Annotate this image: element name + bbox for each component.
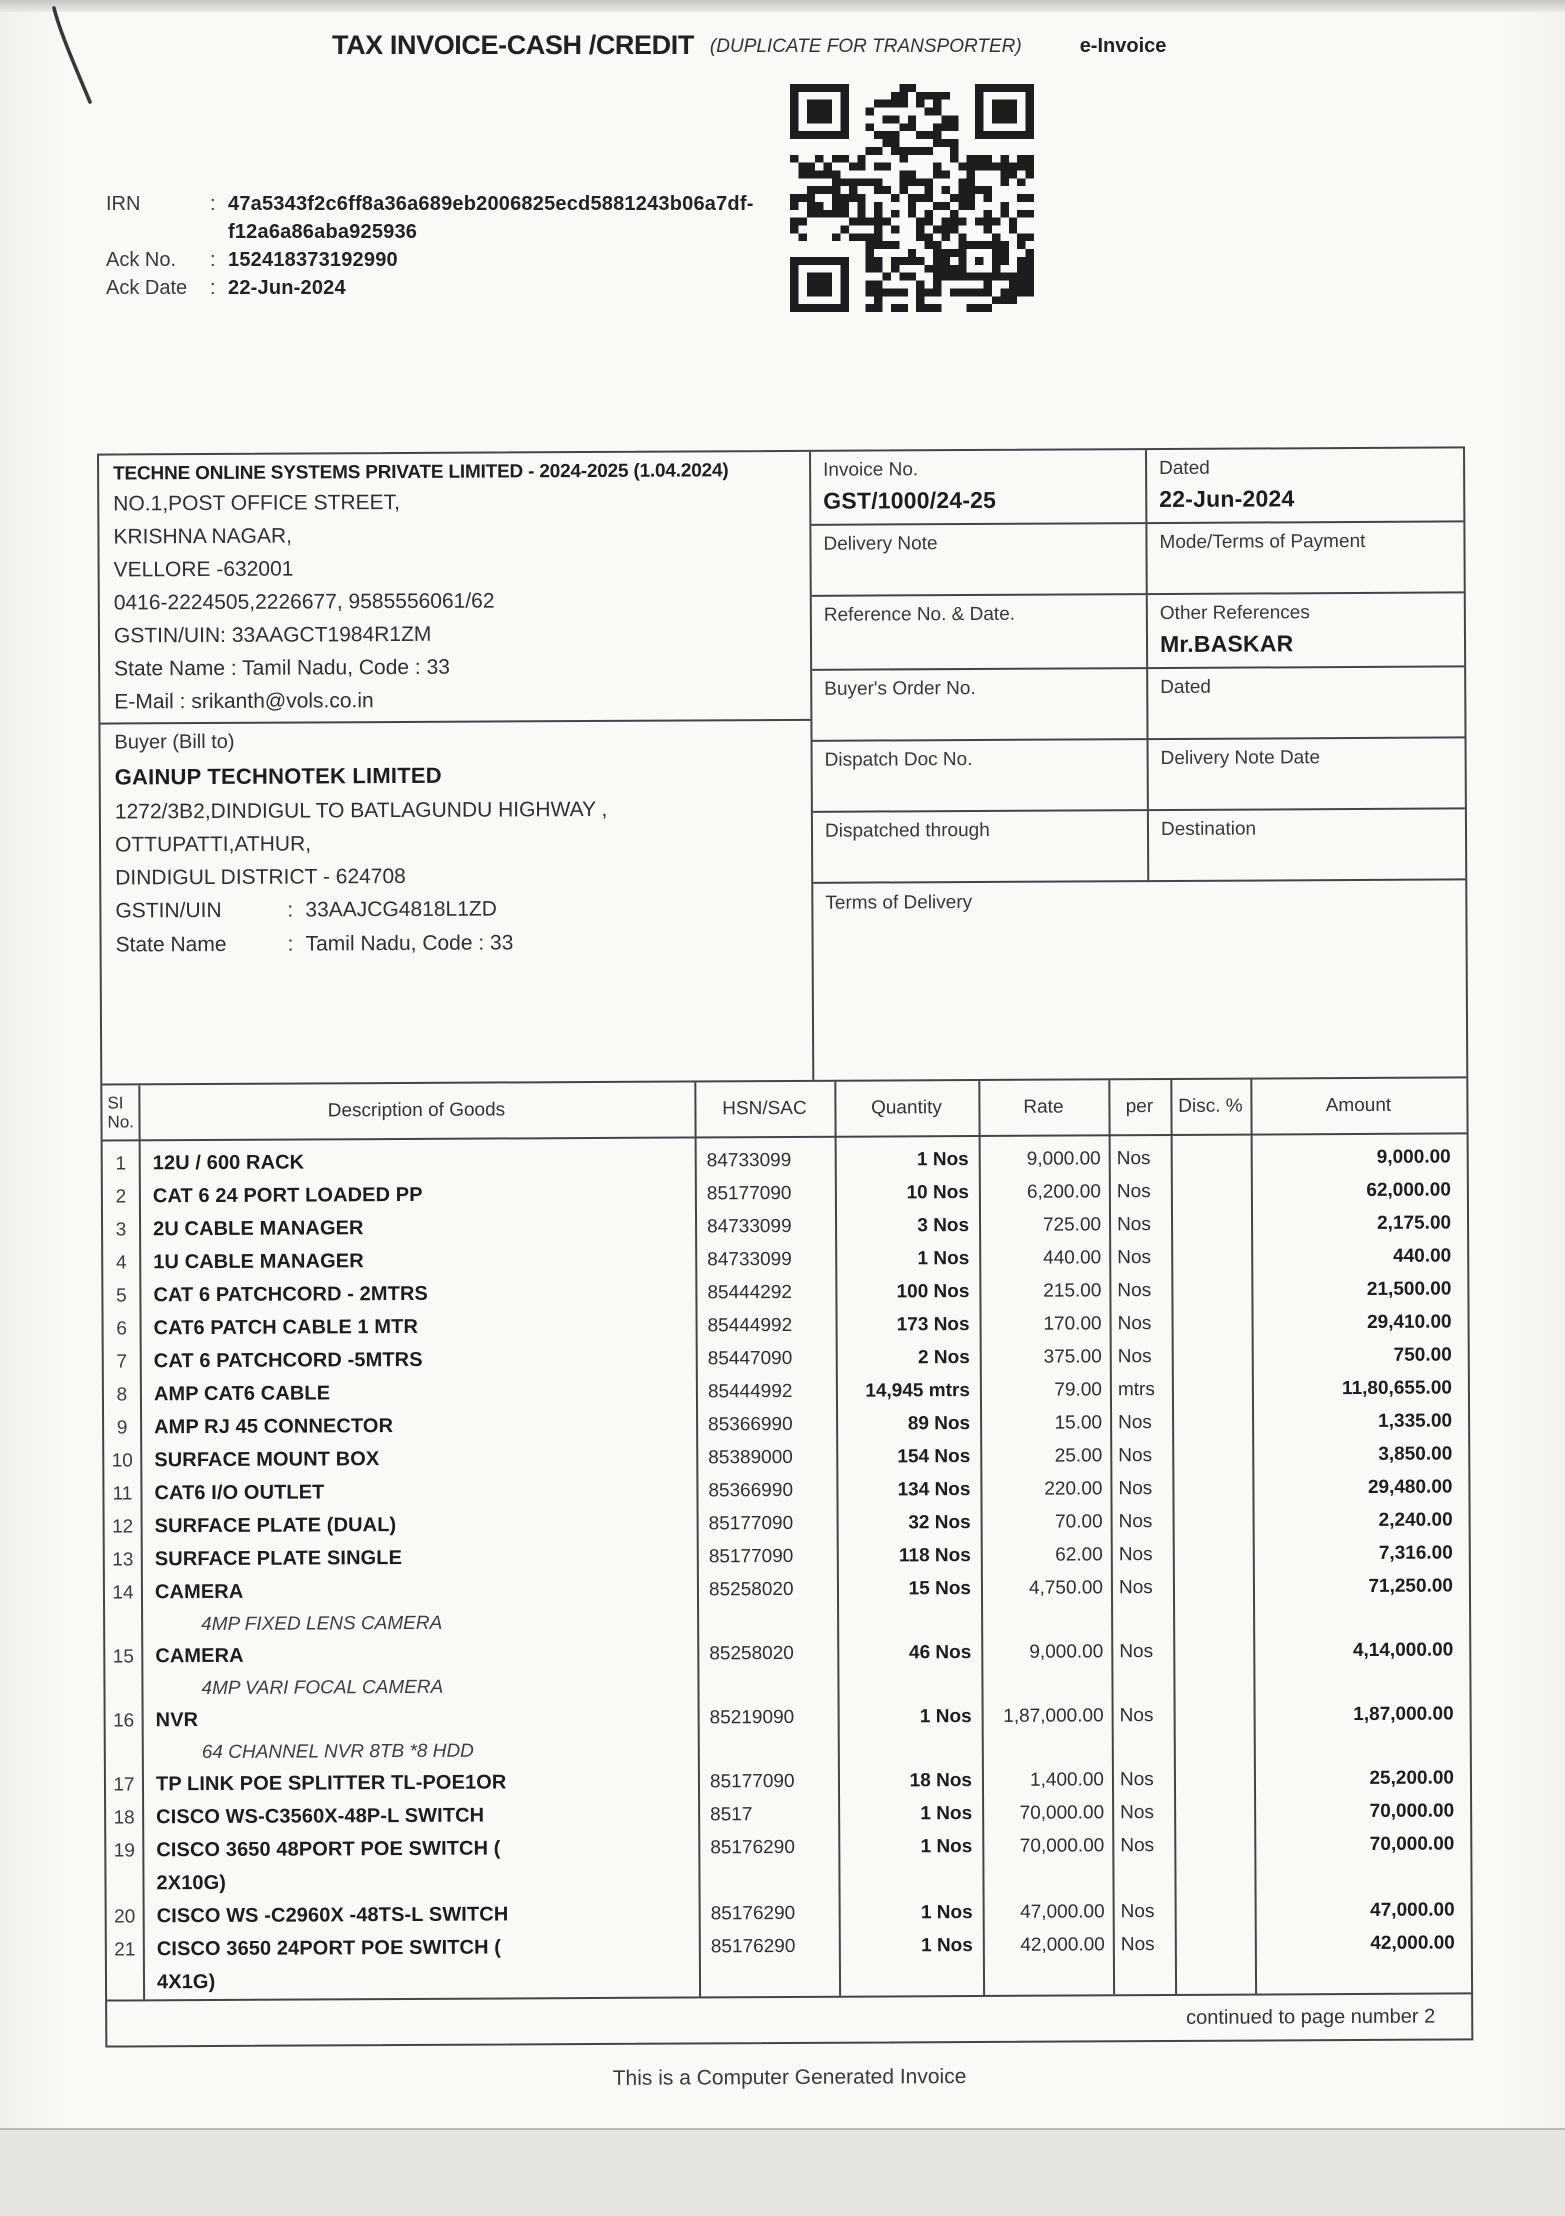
item-description-cell (140, 1408, 696, 1444)
item-hsn: 84733099 (707, 1215, 792, 1238)
qr-code (790, 84, 1034, 312)
item-sl: 2 (115, 1186, 127, 1208)
item-discount (1173, 1505, 1253, 1538)
item-description-cell (141, 1540, 697, 1576)
buyer-block (100, 721, 811, 966)
seller-name: TECHNE ONLINE SYSTEMS PRIVATE LIMITED - 2024-2025 (1.04.2024) (113, 460, 729, 485)
item-description: 12U / 600 RACK (152, 1151, 305, 1175)
item-amount: 7,316.00 (1378, 1542, 1453, 1564)
item-quantity: 3 Nos (917, 1215, 970, 1237)
item-description: AMP CAT6 CABLE (153, 1382, 331, 1406)
page-title: TAX INVOICE-CASH /CREDIT (332, 30, 694, 60)
item-hsn: 85176290 (710, 1935, 796, 1958)
table-row (106, 1697, 1470, 1768)
document-header (332, 30, 1166, 61)
item-amount: 2,240.00 (1378, 1509, 1453, 1531)
item-amount: 25,200.00 (1369, 1767, 1455, 1789)
item-amount: 9,000.00 (1376, 1146, 1451, 1168)
buyer-address-line: DINDIGUL DISTRICT - 624708 (115, 864, 406, 890)
item-hsn: 85219090 (709, 1706, 795, 1729)
meta-label: Mode/Terms of Payment (1159, 530, 1366, 554)
item-per: Nos (1120, 1835, 1155, 1857)
item-rate: 70,000.00 (1019, 1802, 1105, 1824)
colon: : (210, 193, 216, 215)
item-description-cell (139, 1243, 695, 1279)
item-rate: 70.00 (1055, 1511, 1103, 1533)
item-amount: 70,000.00 (1369, 1833, 1455, 1855)
meta-label: Delivery Note (823, 533, 938, 555)
item-per: Nos (1117, 1280, 1152, 1302)
item-sl: 5 (116, 1285, 127, 1307)
item-discount (1174, 1699, 1254, 1763)
item-rate: 1,87,000.00 (1003, 1705, 1104, 1727)
seller-address-line: VELLORE -632001 (113, 557, 294, 582)
item-quantity: 134 Nos (897, 1479, 971, 1501)
header-description: Description of Goods (327, 1099, 506, 1122)
item-discount (1174, 1763, 1254, 1796)
item-discount (1175, 1895, 1255, 1928)
meta-cell (1145, 522, 1463, 595)
item-discount (1171, 1274, 1251, 1307)
item-quantity: 32 Nos (908, 1512, 971, 1534)
item-description: TP LINK POE SPLITTER TL-POE1OR (155, 1771, 507, 1796)
irn-label: IRN (106, 193, 141, 215)
meta-label: Invoice No. (823, 459, 919, 481)
seller-block (99, 452, 810, 723)
item-quantity: 46 Nos (908, 1642, 972, 1664)
item-description: SURFACE MOUNT BOX (154, 1448, 380, 1472)
item-discount (1172, 1406, 1252, 1439)
item-rate: 79.00 (1054, 1379, 1102, 1401)
item-description-cell (139, 1276, 695, 1312)
item-per: Nos (1118, 1544, 1153, 1566)
item-hsn: 85444292 (707, 1281, 793, 1304)
item-discount (1171, 1142, 1251, 1175)
item-per: Nos (1117, 1214, 1151, 1236)
item-rate: 4,750.00 (1028, 1577, 1104, 1599)
item-hsn: 84733099 (706, 1149, 792, 1172)
item-sl: 11 (112, 1483, 133, 1505)
buyer-gstin-value: 33AAJCG4818L1ZD (305, 897, 497, 922)
item-amount: 47,000.00 (1370, 1899, 1455, 1921)
item-sl: 20 (114, 1906, 136, 1928)
item-description: SURFACE PLATE SINGLE (154, 1546, 403, 1571)
item-description: CISCO 3650 24PORT POE SWITCH ( (156, 1936, 502, 1961)
item-amount: 71,250.00 (1368, 1575, 1454, 1597)
item-description: CAT 6 24 PORT LOADED PP (152, 1183, 423, 1208)
item-quantity: 89 Nos (907, 1413, 971, 1435)
item-quantity: 2 Nos (917, 1347, 970, 1369)
item-rate: 220.00 (1044, 1478, 1103, 1500)
meta-cell (813, 740, 1147, 813)
meta-cell (1147, 738, 1465, 811)
meta-cell (1145, 448, 1463, 524)
meta-value: 22-Jun-2024 (1159, 485, 1295, 513)
meta-cell (1147, 809, 1465, 882)
item-sl: 16 (113, 1710, 135, 1732)
item-discount (1173, 1538, 1253, 1571)
item-quantity: 18 Nos (909, 1770, 973, 1792)
item-per: mtrs (1117, 1379, 1155, 1401)
item-quantity: 1 Nos (920, 1836, 973, 1858)
pen-mark (30, 2, 150, 122)
ack-date-label: Ack Date (106, 277, 188, 299)
meta-label: Delivery Note Date (1160, 747, 1321, 770)
generated-note: This is a Computer Generated Invoice (612, 2065, 967, 2090)
ack-date-row (106, 274, 796, 302)
item-per: Nos (1117, 1313, 1152, 1335)
item-sl: 12 (111, 1516, 134, 1538)
header-sl-line1: SI (107, 1093, 124, 1113)
item-discount (1171, 1175, 1251, 1208)
item-quantity: 1 Nos (920, 1902, 973, 1924)
item-quantity: 1 Nos (916, 1149, 969, 1171)
item-discount (1172, 1340, 1252, 1373)
item-hsn: 85444992 (707, 1380, 793, 1403)
items-table (102, 1076, 1471, 2045)
scanner-edge-bottom (0, 2128, 1565, 2216)
header-quantity: Quantity (871, 1097, 942, 1119)
table-row (105, 1569, 1469, 1640)
item-hsn: 85258020 (708, 1578, 794, 1601)
item-description-cell (142, 1831, 698, 1900)
item-hsn: 85366990 (708, 1413, 793, 1436)
buyer-address-line: 1272/3B2,DINDIGUL TO BATLAGUNDU HIGHWAY , (114, 797, 608, 824)
item-rate: 9,000.00 (1026, 1148, 1101, 1170)
item-hsn: 8517 (710, 1804, 753, 1826)
item-per: Nos (1117, 1247, 1152, 1269)
item-description: CISCO WS-C3560X-48P-L SWITCH (156, 1804, 485, 1829)
item-quantity: 1 Nos (920, 1803, 973, 1825)
item-per: Nos (1120, 1934, 1155, 1956)
item-amount: 1,87,000.00 (1353, 1703, 1454, 1726)
duplicate-for-transporter-note: (DUPLICATE FOR TRANSPORTER) (709, 36, 1022, 57)
item-discount (1171, 1307, 1251, 1340)
item-description-cell (140, 1474, 696, 1510)
invoice-meta-grid (809, 448, 1466, 1079)
item-sl: 21 (114, 1939, 136, 1961)
irn-value (228, 190, 796, 246)
item-description: CAT 6 PATCHCORD -5MTRS (153, 1348, 423, 1373)
item-sl: 7 (116, 1351, 128, 1373)
item-rate: 42,000.00 (1020, 1934, 1105, 1956)
item-hsn: 85177090 (709, 1770, 795, 1793)
seller-address-line: GSTIN/UIN: 33AAGCT1984R1ZM (113, 622, 432, 648)
meta-label: Dated (1159, 457, 1210, 480)
item-amount: 11,80,655.00 (1341, 1377, 1452, 1400)
item-quantity: 100 Nos (896, 1281, 970, 1303)
item-description-cell (142, 1765, 698, 1801)
item-rate: 47,000.00 (1020, 1901, 1105, 1923)
item-sub-description: 4MP VARI FOCAL CAMERA (201, 1676, 444, 1700)
item-amount: 750.00 (1393, 1344, 1452, 1366)
buyer-gstin-label: GSTIN/UIN (115, 898, 222, 923)
item-per: Nos (1118, 1445, 1153, 1467)
item-quantity: 1 Nos (921, 1935, 973, 1957)
item-description-cell (139, 1210, 695, 1246)
item-hsn: 85177090 (708, 1545, 794, 1568)
terms-of-delivery-cell (813, 880, 1466, 1079)
item-discount (1174, 1796, 1254, 1829)
item-sl: 13 (112, 1549, 134, 1571)
meta-cell (1146, 667, 1464, 740)
item-amount: 3,850.00 (1378, 1443, 1453, 1465)
header-discount: Disc. % (1178, 1095, 1243, 1117)
item-description-cell (140, 1375, 696, 1411)
item-hsn: 85389000 (708, 1446, 793, 1469)
item-description: AMP RJ 45 CONNECTOR (154, 1415, 394, 1439)
item-sub-description: 4MP FIXED LENS CAMERA (201, 1612, 443, 1636)
item-quantity: 154 Nos (897, 1446, 971, 1468)
meta-label: Other References (1159, 602, 1310, 625)
header-sl-line2: No. (107, 1112, 135, 1132)
item-hsn: 85176290 (710, 1836, 795, 1859)
colon: : (210, 277, 216, 299)
irn-value-line2: f12a6a86aba925936 (228, 221, 418, 243)
buyer-address-line: OTTUPATTI,ATHUR, (114, 832, 312, 857)
item-quantity: 1 Nos (919, 1706, 972, 1728)
item-per: Nos (1120, 1901, 1155, 1923)
meta-label: Destination (1160, 818, 1257, 841)
colon: : (210, 249, 216, 271)
item-amount: 62,000.00 (1366, 1179, 1451, 1201)
buyer-state-label: State Name (115, 932, 227, 957)
item-sl: 14 (112, 1582, 134, 1604)
seller-address (113, 484, 796, 719)
item-description-cell (140, 1342, 696, 1378)
buyer-name: GAINUP TECHNOTEK LIMITED (114, 762, 442, 790)
item-rate: 15.00 (1054, 1412, 1103, 1434)
terms-of-delivery-label: Terms of Delivery (825, 892, 973, 914)
item-discount (1171, 1208, 1251, 1241)
item-description-cell (142, 1798, 698, 1834)
seller-address-line: State Name : Tamil Nadu, Code : 33 (114, 655, 450, 681)
table-row (105, 1633, 1469, 1704)
item-sl: 19 (113, 1840, 135, 1862)
item-per: Nos (1116, 1181, 1151, 1203)
item-amount: 4,14,000.00 (1352, 1639, 1454, 1662)
item-description: SURFACE PLATE (DUAL) (154, 1514, 397, 1538)
items-table-header (102, 1078, 1466, 1141)
continued-strip (107, 1992, 1471, 2045)
item-hsn: 85447090 (707, 1347, 793, 1370)
meta-value: GST/1000/24-25 (823, 486, 997, 514)
seller-address-line: 0416-2224505,2226677, 9585556061/62 (113, 589, 495, 615)
irn-value-line1: 47a5343f2c6ff8a36a689eb2006825ecd5881243b06a7df- (228, 193, 754, 215)
parties-column (99, 452, 812, 1084)
item-rate: 215.00 (1043, 1280, 1102, 1302)
item-per: Nos (1119, 1705, 1154, 1727)
item-rate: 375.00 (1043, 1346, 1102, 1368)
ack-no-label: Ack No. (106, 249, 177, 271)
item-hsn: 85258020 (709, 1642, 794, 1665)
item-discount (1172, 1373, 1252, 1406)
item-sl: 6 (116, 1318, 127, 1340)
ack-no-value: 152418373192990 (228, 249, 398, 271)
item-hsn: 85177090 (706, 1182, 792, 1205)
item-description: CAT6 PATCH CABLE 1 MTR (153, 1315, 419, 1340)
meta-value: Mr.BASKAR (1159, 630, 1294, 658)
ack-date-value: 22-Jun-2024 (228, 277, 346, 299)
meta-cell (813, 811, 1147, 884)
meta-cell (812, 595, 1146, 671)
item-per: Nos (1119, 1769, 1154, 1791)
item-quantity: 14,945 mtrs (865, 1380, 970, 1402)
item-discount (1173, 1571, 1253, 1635)
meta-cell (812, 669, 1146, 742)
item-sl: 9 (116, 1417, 128, 1439)
item-description: NVR (155, 1709, 199, 1732)
item-sl: 8 (116, 1384, 128, 1406)
item-hsn: 85177090 (708, 1512, 794, 1535)
header-hsn: HSN/SAC (722, 1097, 807, 1120)
buyer-address (115, 792, 798, 895)
item-rate: 25.00 (1054, 1445, 1103, 1467)
item-amount: 29,410.00 (1366, 1311, 1452, 1333)
item-description: 2U CABLE MANAGER (153, 1217, 364, 1241)
item-discount (1173, 1635, 1253, 1699)
header-sl (102, 1085, 138, 1139)
item-sl: 4 (115, 1252, 127, 1274)
item-hsn: 85176290 (710, 1902, 796, 1925)
item-per: Nos (1118, 1577, 1153, 1599)
seller-address-line: E-Mail : srikanth@vols.co.in (114, 689, 374, 714)
items-body (103, 1134, 1471, 1999)
item-per: Nos (1118, 1511, 1153, 1533)
item-sl: 1 (115, 1153, 127, 1175)
item-rate: 725.00 (1042, 1214, 1102, 1236)
meta-cell (811, 524, 1145, 597)
item-discount (1172, 1439, 1252, 1472)
item-sl: 10 (111, 1450, 133, 1472)
item-description-continuation: 4X1G) (156, 1970, 216, 1994)
item-description-cell (142, 1701, 698, 1768)
header-per: per (1125, 1096, 1154, 1118)
einvoice-label: e-Invoice (1079, 35, 1167, 57)
item-description: CAT 6 PATCHCORD - 2MTRS (153, 1282, 429, 1307)
table-row (107, 1926, 1471, 1999)
table-row (106, 1827, 1470, 1900)
parties-and-meta-section (99, 448, 1466, 1083)
item-description-cell (139, 1177, 695, 1213)
item-hsn: 85366990 (708, 1479, 794, 1502)
item-amount: 21,500.00 (1366, 1278, 1452, 1300)
item-rate: 1,400.00 (1029, 1769, 1105, 1791)
item-description-cell (141, 1507, 697, 1543)
item-quantity: 10 Nos (906, 1182, 969, 1204)
item-per: Nos (1120, 1802, 1154, 1824)
item-description-cell (141, 1637, 697, 1704)
colon: : (287, 898, 294, 922)
buyer-state-value: Tamil Nadu, Code : 33 (305, 931, 514, 956)
item-rate: 6,200.00 (1026, 1181, 1101, 1203)
meta-cell (811, 450, 1145, 526)
buyer-gstin-row (115, 891, 797, 929)
item-rate: 70,000.00 (1019, 1835, 1105, 1857)
meta-label: Dispatch Doc No. (824, 749, 973, 771)
item-per: Nos (1116, 1148, 1151, 1170)
item-per: Nos (1119, 1641, 1154, 1663)
item-amount: 70,000.00 (1369, 1800, 1455, 1822)
item-description-cell (143, 1930, 699, 1999)
item-rate: 62.00 (1055, 1544, 1103, 1566)
item-discount (1175, 1928, 1255, 1994)
continued-note: continued to page number 2 (1186, 2005, 1436, 2029)
item-description-cell (139, 1144, 695, 1180)
ack-block (106, 190, 796, 302)
item-rate: 170.00 (1043, 1313, 1102, 1335)
item-per: Nos (1118, 1478, 1153, 1500)
item-sl: 18 (113, 1807, 135, 1829)
item-amount: 42,000.00 (1370, 1932, 1455, 1954)
item-discount (1174, 1829, 1254, 1895)
item-rate: 440.00 (1043, 1247, 1102, 1269)
buyer-state-row (115, 925, 797, 963)
item-description: 1U CABLE MANAGER (153, 1250, 364, 1274)
item-quantity: 173 Nos (896, 1314, 970, 1336)
meta-label: Dispatched through (824, 819, 990, 842)
colon: : (287, 932, 294, 956)
item-amount: 29,480.00 (1367, 1476, 1453, 1498)
item-discount (1172, 1472, 1252, 1505)
item-amount: 440.00 (1393, 1245, 1452, 1267)
item-discount (1171, 1241, 1251, 1274)
item-per: Nos (1117, 1346, 1152, 1368)
item-description-cell (143, 1897, 699, 1933)
meta-label: Reference No. & Date. (823, 603, 1016, 626)
meta-cell (1146, 593, 1464, 669)
item-rate: 9,000.00 (1029, 1641, 1104, 1663)
item-sub-description: 64 CHANNEL NVR 8TB *8 HDD (201, 1740, 474, 1764)
ack-no-row (106, 246, 796, 274)
item-description: CAMERA (155, 1644, 244, 1668)
item-description: CISCO WS -C2960X -48TS-L SWITCH (156, 1903, 509, 1928)
meta-label: Buyer's Order No. (824, 677, 976, 700)
item-description-cell (141, 1573, 697, 1640)
item-description: CAT6 I/O OUTLET (154, 1481, 325, 1505)
item-per: Nos (1118, 1412, 1152, 1434)
item-description-cell (140, 1441, 696, 1477)
item-description: CAMERA (154, 1580, 244, 1604)
item-quantity: 15 Nos (908, 1578, 972, 1600)
invoice-body (97, 446, 1474, 2093)
seller-address-line: NO.1,POST OFFICE STREET, (113, 490, 401, 516)
item-description: CISCO 3650 48PORT POE SWITCH ( (156, 1837, 501, 1862)
item-quantity: 118 Nos (898, 1545, 971, 1567)
item-description-cell (140, 1309, 696, 1345)
header-amount: Amount (1325, 1094, 1392, 1117)
item-sl: 15 (112, 1646, 134, 1668)
item-hsn: 84733099 (707, 1248, 792, 1271)
item-description-continuation: 2X10G) (156, 1871, 227, 1895)
item-hsn: 85444992 (707, 1314, 793, 1337)
header-rate: Rate (1023, 1096, 1064, 1118)
item-quantity: 1 Nos (917, 1248, 970, 1270)
buyer-section-label: Buyer (Bill to) (114, 730, 235, 754)
seller-address-line: KRISHNA NAGAR, (113, 524, 293, 549)
item-amount: 2,175.00 (1377, 1212, 1452, 1234)
meta-label: Dated (1160, 676, 1212, 699)
irn-row (106, 190, 796, 246)
item-amount: 1,335.00 (1378, 1410, 1453, 1432)
item-sl: 3 (115, 1219, 127, 1241)
item-sl: 17 (113, 1774, 135, 1796)
invoice-frame (97, 446, 1473, 2047)
